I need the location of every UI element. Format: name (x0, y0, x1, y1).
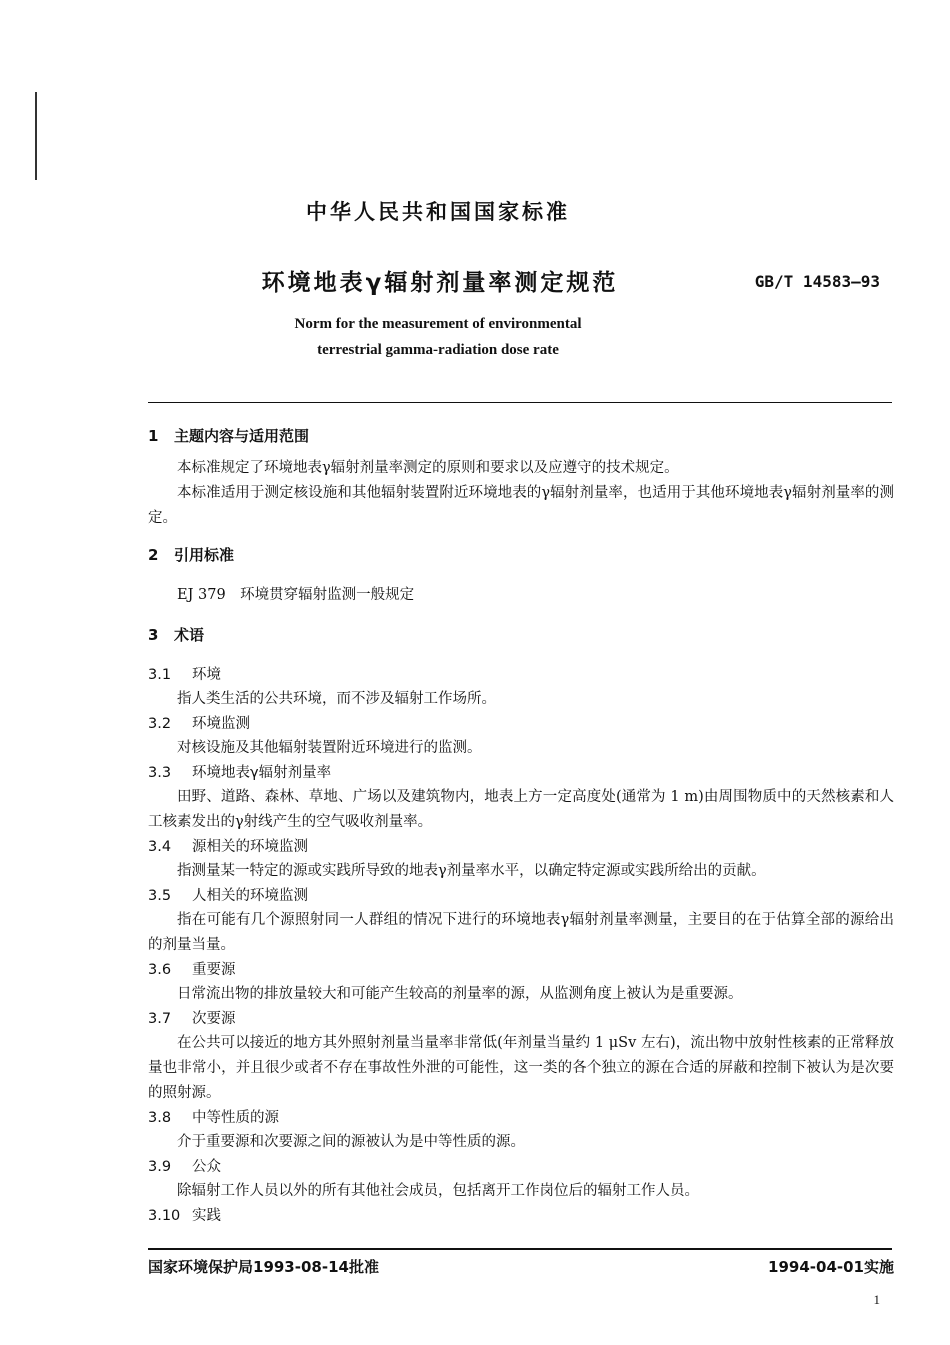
term-definition: 介于重要源和次要源之间的源被认为是中等性质的源。 (177, 1134, 525, 1150)
footer-divider (148, 1248, 892, 1250)
term-definition: 日常流出物的排放量较大和可能产生较高的剂量率的源，从监测角度上被认为是重要源。 (177, 986, 743, 1002)
term-definition: 指人类生活的公共环境，而不涉及辐射工作场所。 (177, 691, 496, 707)
term-heading: 3.1 环境 (148, 667, 221, 683)
paragraph: 本标准规定了环境地表γ辐射剂量率测定的原则和要求以及应遵守的技术规定。 (177, 460, 679, 476)
binding-mark (35, 92, 37, 180)
section-heading: 3 术语 (148, 626, 205, 644)
section-heading: 2 引用标准 (148, 546, 235, 564)
term-definition: 田野、道路、森林、草地、广场以及建筑物内，地表上方一定高度处(通常为 1 m)由周围物质中的天然核素和人工核素发出的γ射线产生的空气吸收剂量率。 (148, 789, 894, 830)
page-number: 1 (873, 1292, 880, 1307)
term-definition: 指测量某一特定的源或实践所导致的地表γ剂量率水平，以确定特定源或实践所给出的贡献。 (177, 863, 766, 879)
term-heading: 3.6 重要源 (148, 962, 236, 978)
section-heading: 1 主题内容与适用范围 (148, 427, 310, 445)
term-heading: 3.10 实践 (148, 1208, 221, 1224)
english-title-line1: Norm for the measurement of environmental (294, 316, 582, 332)
english-title-line2: terrestrial gamma-radiation dose rate (317, 342, 559, 358)
term-definition: 对核设施及其他辐射装置附近环境进行的监测。 (177, 740, 482, 756)
term-definition: 除辐射工作人员以外的所有其他社会成员，包括离开工作岗位后的辐射工作人员。 (177, 1183, 699, 1199)
term-definition: 在公共可以接近的地方其外照射剂量当量率非常低(年剂量当量约 1 μSv 左右)，流出物中放射性核素的正常释放量也非常小，并且很少或者不存在事故性外泄的可能性，这一类的各个独立的源在合适的屏蔽和控制下被认为是次要的照射源。 (148, 1035, 894, 1101)
term-heading: 3.4 源相关的环境监测 (148, 839, 308, 855)
term-heading: 3.9 公众 (148, 1159, 221, 1175)
term-heading: 3.3 环境地表γ辐射剂量率 (148, 765, 332, 781)
term-heading: 3.8 中等性质的源 (148, 1110, 279, 1126)
header-divider (148, 402, 892, 403)
paragraph: 本标准适用于测定核设施和其他辐射装置附近环境地表的γ辐射剂量率，也适用于其他环境地表γ辐射剂量率的测定。 (148, 485, 894, 526)
term-definition: 指在可能有几个源照射同一人群组的情况下进行的环境地表γ辐射剂量率测量，主要目的在于估算全部的源给出的剂量当量。 (148, 912, 894, 953)
standard-title: 环境地表γ辐射剂量率测定规范 (261, 270, 619, 296)
national-standard-title: 中华人民共和国国家标准 (306, 200, 570, 224)
term-heading: 3.7 次要源 (148, 1011, 236, 1027)
standard-code: GB/T 14583—93 (754, 272, 880, 291)
document-body (148, 424, 894, 1228)
approval-info: 国家环境保护局1993-08-14批准 (148, 1258, 379, 1276)
term-heading: 3.5 人相关的环境监测 (148, 888, 308, 904)
reference-item: EJ 379 环境贯穿辐射监测一般规定 (177, 587, 415, 603)
implementation-date: 1994-04-01实施 (768, 1258, 894, 1276)
term-heading: 3.2 环境监测 (148, 716, 250, 732)
